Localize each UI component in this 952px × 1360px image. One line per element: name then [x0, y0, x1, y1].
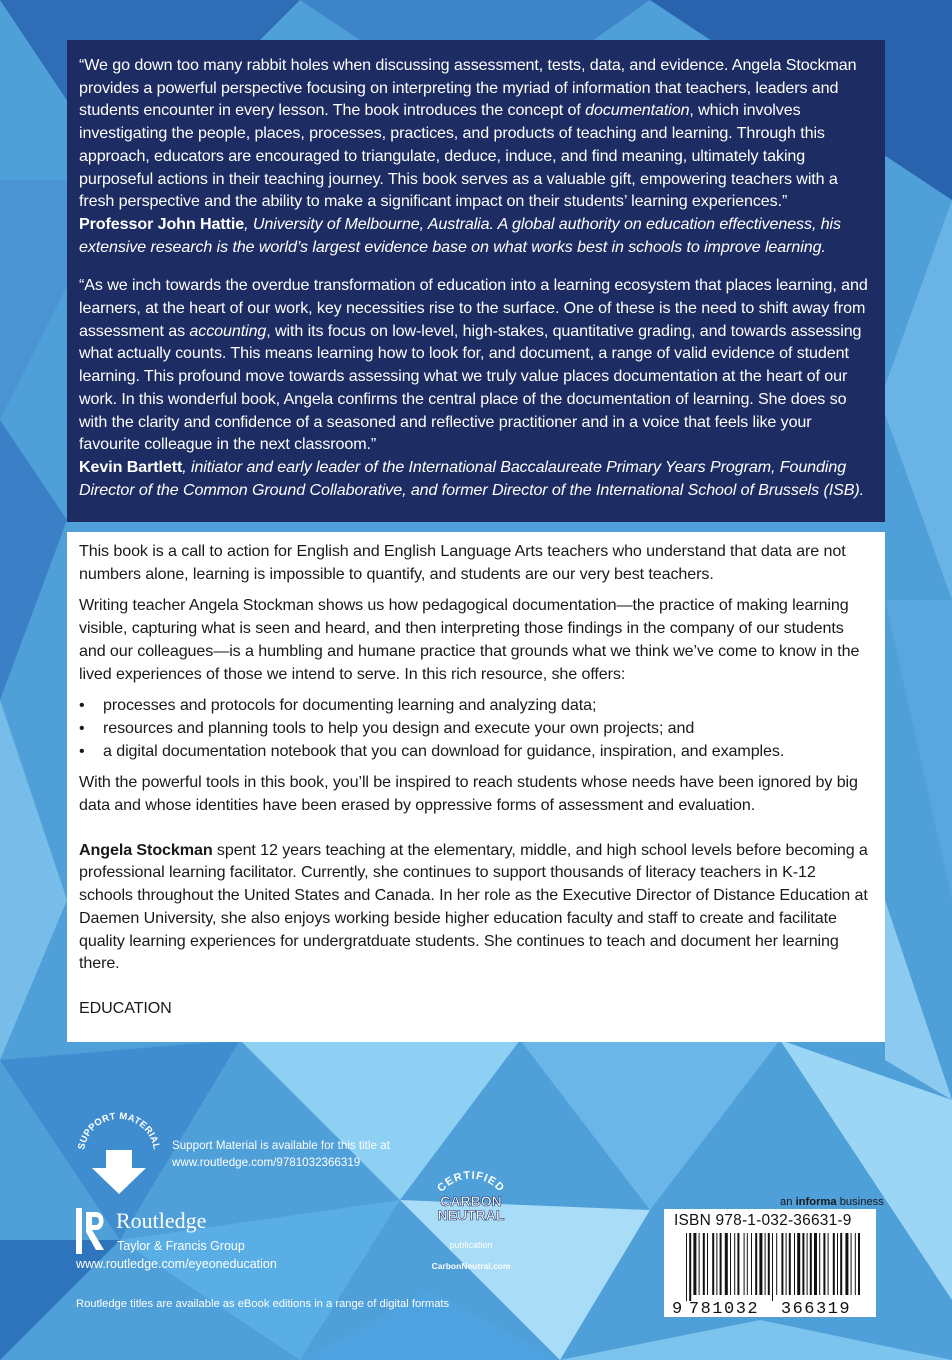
barcode-bar — [755, 1233, 757, 1295]
ebook-note: Routledge titles are available as eBook editions in a range of digital formats — [76, 1298, 450, 1310]
barcode-bar — [730, 1233, 731, 1295]
barcode-bar — [689, 1233, 691, 1301]
svg-text:publication: publication — [449, 1240, 493, 1250]
endorsement-attribution: Kevin Bartlett, initiator and early leader of the International Baccalaureate Primary Years Program, Founding Director of the Common Ground Collaborative, and former Director of the International School of Brussels (ISB). — [79, 457, 864, 499]
endorsement-attribution: Professor John Hattie, University of Melbourne, Australia. A global authority on education effectiveness, his extensive research is the world’s largest evidence base on what works best in schools to improve learning. — [79, 214, 841, 256]
publisher-name: Routledge — [116, 1208, 207, 1233]
support-material-note: Support Material is available for this title at www.routledge.com/9781032366319 — [172, 1139, 390, 1169]
barcode-bar — [828, 1233, 829, 1295]
description-intro: This book is a call to action for English and English Language Arts teachers who understand that data are not numbers alone, learning is impossible to quantify, and students are our very best teachers. — [79, 542, 846, 583]
barcode-bar — [759, 1233, 762, 1295]
barcode-bar — [751, 1233, 752, 1295]
offer-list — [79, 694, 873, 762]
barcode-bar — [858, 1233, 860, 1295]
barcode-bar — [845, 1233, 848, 1295]
description-body: Writing teacher Angela Stockman shows us how pedagogical documentation—the practice of making learning visible, capturing what is seen and heard, and then interpreting those findings in the company of our students and our colleagues—is a humbling and humane practice that grounds what we think we’ve come to know in the lived experiences of those we intend to serve. In this rich resource, she offers: — [79, 596, 860, 683]
barcode-bar — [686, 1233, 687, 1301]
barcode-bar — [789, 1233, 791, 1295]
description-panel — [67, 532, 885, 1042]
svg-text:781032: 781032 — [688, 1300, 760, 1317]
barcode-bar — [797, 1233, 800, 1295]
barcode-bar — [794, 1233, 795, 1295]
barcode-bar — [786, 1233, 787, 1295]
barcode-bar — [776, 1233, 777, 1295]
barcode-bar — [840, 1233, 842, 1295]
svg-text:9: 9 — [672, 1300, 683, 1317]
list-item: • processes and protocols for documenting learning and analyzing data; — [79, 694, 873, 717]
barcode-bar — [810, 1233, 812, 1295]
endorsement-quote: “As we inch towards the overdue transformation of education into a learning ecosystem that places learning, and learners, at the heart of our work, key necessities rise to the surface. One of these is the need to shift away from assessment as accounting, with its focus on low-level, high-stakes, quantitative grading, and towards assessing what actually counts. This means learning how to look for, and document, a range of valid evidence of student learning. This profound move towards assessing what we truly value places documentation at the heart of our work. In this wonderful book, Angela confirms the central place of the documentation of learning. She does so with the clarity and confidence of a seasoned and reflective practitioner and in a voice that feels like your favourite colleague in the next classroom.” — [79, 276, 868, 454]
barcode-bar — [802, 1233, 804, 1295]
barcode-bar — [747, 1233, 748, 1295]
barcode-bar — [768, 1233, 770, 1295]
isbn-number: ISBN 978-1-032-36631-9 — [674, 1212, 852, 1229]
subject-category: EDUCATION — [79, 998, 172, 1017]
barcode-bar — [720, 1233, 722, 1295]
carbon-neutral-logo — [416, 1160, 526, 1275]
publisher-url[interactable]: www.routledge.com/eyeoneducation — [76, 1257, 277, 1271]
isbn-barcode — [664, 1209, 876, 1317]
barcode-bar — [744, 1233, 745, 1295]
endorsements-panel — [67, 40, 885, 522]
support-badge-label: SUPPORT MATERIAL — [76, 1110, 162, 1151]
description-closing: With the powerful tools in this book, you’ll be inspired to reach students whose needs have been ignored by big data and whose identities have been erased by oppressive forms of assessment and evaluation. — [79, 773, 858, 815]
barcode-bar — [703, 1233, 705, 1295]
support-material-badge — [76, 1110, 162, 1200]
svg-text:SUPPORT MATERIAL — [76, 1111, 162, 1151]
svg-text:NEUTRAL: NEUTRAL — [437, 1207, 505, 1223]
barcode-bar — [772, 1233, 773, 1301]
barcode-bar — [837, 1233, 838, 1295]
author-bio: Angela Stockman spent 12 years teaching at the elementary, middle, and high school levels before becoming a professional learning facilitator. Currently, she continues to support thousands of literacy teachers in K-12 schools throughout the United States and Canada. In her role as the Executive Director of Distance Education at Daemen University, she also enjoys working beside higher education faculty and staff to create and facilitate quality learning experiences for undergratduate students. She continues to teach and document her learning there. — [79, 840, 868, 973]
list-item: • a digital documentation notebook that you can download for guidance, inspiration, and examples. — [79, 740, 873, 763]
barcode-bar — [734, 1233, 735, 1295]
barcode-bar — [693, 1233, 696, 1295]
publisher-group: Taylor & Francis Group — [117, 1239, 245, 1253]
barcode-bar — [855, 1233, 856, 1295]
barcode-bar — [833, 1233, 835, 1295]
barcode-bar — [851, 1233, 852, 1295]
barcode-bar — [716, 1233, 717, 1295]
barcode-bar — [712, 1233, 714, 1295]
barcode-bar — [814, 1233, 817, 1295]
endorsement-quote: “We go down too many rabbit holes when discussing assessment, tests, data, and evidence. Angela Stockman provides a powerful perspective focusing on interpreting the myriad of information that teachers, leaders and students encounter in every lesson. The book introduces the concept of documentation, which involves investigating the people, places, processes, practices, and products of teaching and learning. Through this approach, educators are encouraged to triangulate, deduce, induce, and find meaning, ultimately taking purposeful actions in their teaching journey. This book serves as a valuable gift, empowering teachers with a fresh perspective and the ability to make a significant impact on their students’ learning experiences.” — [79, 56, 857, 211]
svg-text:366319: 366319 — [780, 1300, 852, 1317]
barcode-bar — [819, 1233, 820, 1295]
barcode-bar — [699, 1233, 700, 1295]
barcode-bar — [823, 1233, 825, 1295]
svg-text:CarbonNeutral.com: CarbonNeutral.com — [431, 1261, 511, 1271]
routledge-r-icon — [76, 1208, 110, 1254]
barcode-bar — [707, 1233, 708, 1295]
barcode-bar — [737, 1233, 739, 1295]
svg-text:CERTIFIED: CERTIFIED — [435, 1169, 507, 1195]
download-arrow-icon — [92, 1150, 146, 1194]
barcode-bar — [725, 1233, 728, 1295]
barcode-bar — [765, 1233, 766, 1295]
informa-business-label: an informa business — [780, 1196, 884, 1208]
support-material-link[interactable]: www.routledge.com/9781032366319 — [172, 1156, 361, 1169]
list-item: • resources and planning tools to help you design and execute your own projects; and — [79, 717, 873, 740]
barcode-bar — [807, 1233, 808, 1295]
svg-text:CARBON: CARBON — [440, 1193, 502, 1209]
barcode-bar — [781, 1233, 783, 1295]
